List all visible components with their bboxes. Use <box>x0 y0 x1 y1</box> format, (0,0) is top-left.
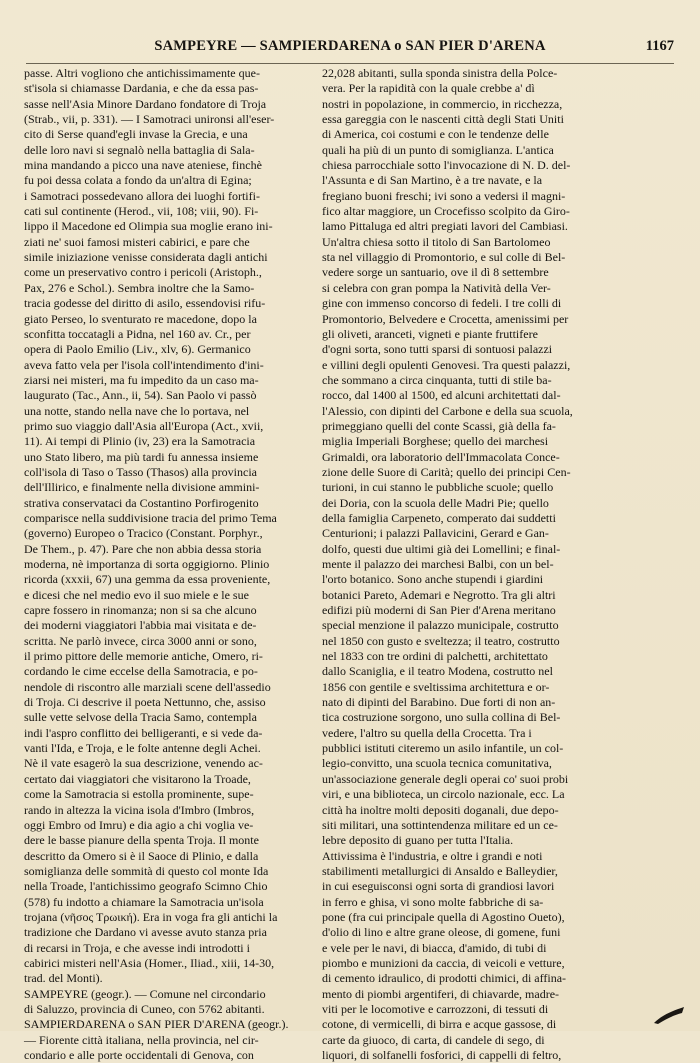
left-column-line: (578) fu indotto a chiamare la Samotracia un'isola <box>24 894 264 909</box>
left-column-line: cordando le cime eccelse della Samotracia, e po- <box>24 664 258 679</box>
right-column-line: dallo Scaniglia, e il teatro Modena, costrutto nel <box>322 664 553 679</box>
left-column-line: delle loro navi si segnalò nella battaglia di Sala- <box>24 142 255 157</box>
right-column-line: un'associazione generale degli operai co' suoi probi <box>322 771 569 786</box>
left-column-line: strativa conservataci da Costantino Porfirogenito <box>24 495 259 510</box>
left-column-line: Pax, 276 e Schol.). Sembra inoltre che la Samo- <box>24 280 255 295</box>
right-column-line: Un'altra chiesa sotto il titolo di San Bartolomeo <box>322 234 551 249</box>
page-header <box>26 38 674 60</box>
right-column-line: di America, coi costumi e con le tendenze delle <box>322 127 549 142</box>
right-column-line: liquori, di solfanelli fosforici, di cappelli di feltro, <box>322 1048 562 1062</box>
right-column-line: pone (fra cui principale quella di Agostino Oueto), <box>322 909 565 924</box>
right-column-line: miglia Imperiali Borghese; quello dei marchesi <box>322 434 549 449</box>
left-column-line: Nè il vate esagerò la sua descrizione, venendo ac- <box>24 756 263 771</box>
right-column-line: vera. Per la rapidità con la quale crebbe a' dì <box>322 81 535 96</box>
page-corner-mark <box>652 1005 686 1025</box>
right-column-line: lamo Pittaluga ed altri pregiati lavori del Cambiasi. <box>322 219 568 234</box>
left-column-line: di Saluzzo, provincia di Cuneo, con 5762 abitanti. <box>24 1001 265 1016</box>
right-column-line: d'olio di lino e altre grane oleose, di gomene, funi <box>322 925 561 940</box>
right-column-line: mento di piombi argentiferi, di chiavarde, madre- <box>322 986 560 1001</box>
right-column-line: in cui eseguisconsi ogni sorta di grandiosi lavori <box>322 879 555 894</box>
left-column-line: De Them., p. 47). Pare che non abbia dessa storia <box>24 541 262 556</box>
left-column-line: oggi Embro od Imru) e dia agio a chi voglia ve- <box>24 817 254 832</box>
right-column-line: e vele per le navi, di biacca, d'amido, di tubi di <box>322 940 547 955</box>
right-column-line: dolfo, questi due ultimi già dei Lomellini; e final- <box>322 541 561 556</box>
left-column-line: primo suo viaggio dall'Asia all'Europa (Act., xvii, <box>24 418 264 433</box>
right-column-line: primeggiano quelli del conte Scassi, già della fa- <box>322 418 556 433</box>
left-column-line: scritta. Ne parlò invece, circa 3000 anni or sono, <box>24 633 257 648</box>
right-column-line: 22,028 abitanti, sulla sponda sinistra della Polce- <box>322 66 558 80</box>
right-column-line: legio-convitto, una scuola tecnica comunitativa, <box>322 756 552 771</box>
right-column-line: nel 1850 con gusto e sveltezza; il teatro, costrutto <box>322 633 560 648</box>
right-column-line: della famiglia Carpeneto, comperato dai suddetti <box>322 510 556 525</box>
left-column-line: passe. Altri vogliono che antichissimamente que- <box>24 66 260 80</box>
left-column-line: tracia godesse del diritto di asilo, essendovisi rifu- <box>24 296 266 311</box>
left-column-line: sulle vette selvose della Tracia Samo, contempla <box>24 710 257 725</box>
right-column-line: fico altar maggiore, un Crocefisso scolpito da Giro- <box>322 204 570 219</box>
right-column-line: città ha inoltre molti depositi doganali, due depo- <box>322 802 559 817</box>
right-column-line: rocco, dal 1400 al 1500, ed alcuni architettati dal- <box>322 388 561 403</box>
right-column-line: stabilimenti metallurgici di Ansaldo e Balleydier, <box>322 863 558 878</box>
right-column-line: piombo e munizioni da caccia, di veicoli e vetture, <box>322 955 565 970</box>
left-column-line: SAMPIERDARENA o SAN PIER D'ARENA (geogr.). <box>24 1017 289 1032</box>
left-column-line: dere le basse pianure della spenta Troja. Il monte <box>24 833 259 848</box>
right-column-line: Promontorio, Belvedere e Crocetta, amenissimi per <box>322 311 569 326</box>
right-column-line: zione delle Suore di Carità; quello dei principi Cen- <box>322 464 571 479</box>
left-column-line: una notte, stando nella nave che lo portava, nel <box>24 403 250 418</box>
left-column-line: lippo il Macedone ed Olimpia sua moglie erano ini- <box>24 219 273 234</box>
left-column-line: di recarsi in Troja, e che avesse indi introdotti i <box>24 940 250 955</box>
right-column-line: chiesa parrocchiale sotto l'invocazione di N. D. del- <box>322 158 571 173</box>
left-column-line: condario e alle porte occidentali di Genova, con <box>24 1048 254 1062</box>
right-column-line: Centurioni; i palazzi Pallavicini, Gerard e Gan- <box>322 526 549 541</box>
right-column-line: in ferro e ghisa, vi sono molte fabbriche di sa- <box>322 894 544 909</box>
left-column-line: i Samotraci possedevano allora dei luoghi fortifi- <box>24 188 260 203</box>
left-column-line: dei moderni viaggiatori l'abbia mai visitata e de- <box>24 618 257 633</box>
left-column-line: (governo) Europeo o Tracico (Constant. Porphyr., <box>24 526 263 541</box>
right-column-line: sta nel villaggio di Promontorio, e sul colle di Bel- <box>322 250 566 265</box>
right-column-line: nato di dipinti del Barabino. Due forti di non an- <box>322 695 556 710</box>
left-column-line: rando in altezza la vicina isola d'Imbro (Imbros, <box>24 802 255 817</box>
page-number: 1167 <box>645 38 674 54</box>
right-column-line: mente il palazzo dei marchesi Balbi, con un bel- <box>322 557 554 571</box>
left-column-line: indi l'aspro conflitto dei belligeranti, e si vede da- <box>24 725 263 740</box>
left-column-line: di Troja. Ci descrive il poeta Nettunno, che, assiso <box>24 695 266 710</box>
right-column-line: tica costruzione sorgono, uno sulla collina di Bel- <box>322 710 561 725</box>
left-column-line: trad. del Monti). <box>24 971 103 986</box>
right-column-line: botanici Pareto, Ademari e Negrotto. Tra gli altri <box>322 587 556 602</box>
right-column-line: carte da giuoco, di carta, di candele di sego, di <box>322 1032 545 1047</box>
right-column-line: e villini degli opulenti Genovesi. Tra questi palazzi, <box>322 357 571 372</box>
left-column-line: descritto da Omero si è il Saoce di Plinio, e dalla <box>24 848 259 863</box>
left-column-line: cabirici misteri nell'Asia (Homer., Iliad., xiii, 14-30, <box>24 955 275 970</box>
left-column-line: trojana (νῆσος Τρωική). Era in voga fra gli antichi la <box>24 909 278 924</box>
right-column-line: special menzione il palazzo municipale, costrutto <box>322 618 559 633</box>
right-column-line: cotone, di vermicelli, di birra e acque gassose, di <box>322 1017 557 1032</box>
running-title: SAMPEYRE — SAMPIERDARENA o SAN PIER D'ARENA <box>154 38 546 54</box>
left-column-line: giato Perseo, lo sventurato re macedone, dopo la <box>24 311 257 326</box>
left-column-line: sconfitta toccatagli a Pidna, nel 160 av. Cr., per <box>24 326 251 341</box>
left-column-line: cati sul continente (Herod., vii, 108; viii, 90). Fi- <box>24 204 259 219</box>
right-column-line: di cemento idraulico, di prodotti chimici, di affina- <box>322 971 567 986</box>
left-column-line: dell'Illirico, e finalmente nella divisione ammini- <box>24 480 260 495</box>
right-column-line: quali ha più di un punto di somiglianza. L'antica <box>322 142 554 157</box>
left-column-line: nella Troade, l'antichissimo geografo Scimno Chio <box>24 879 268 894</box>
right-column-line: nel 1833 con tre ordini di palchetti, architettato <box>322 649 548 664</box>
right-column-line: l'Assunta e di San Martino, è a tre navate, e la <box>322 173 543 188</box>
right-column-line: l'Alessio, con dipinti del Carbone e della sua scuola, <box>322 403 573 418</box>
left-column-line: tradizione che Dardano vi avesse avuto stanza pria <box>24 925 267 940</box>
left-column-line: comparisce nella suddivisione tracia del primo Tema <box>24 510 277 525</box>
left-column-line: sasse nell'Asia Minore Dardano fondatore di Troja <box>24 96 267 111</box>
left-column-line: SAMPEYRE (geogr.). — Comune nel circondario <box>24 986 266 1001</box>
left-column-line: e dicesi che nel medio evo il suo miele e le sue <box>24 587 249 602</box>
left-column-line: coll'isola di Taso o Tasso (Thasos) alla provincia <box>24 464 257 479</box>
left-column-line: vanti l'Ida, e Troja, e le folte antenne degli Achei. <box>24 741 261 756</box>
right-column-line: l'orto botanico. Sono anche stupendi i giardini <box>322 572 544 587</box>
right-column-line: gli oliveti, aranceti, vigneti e piante fruttifere <box>322 326 538 341</box>
left-column-line: come un preservativo contro i pericoli (Aristoph., <box>24 265 262 280</box>
left-column-line: come la Samotracia si estolla prominente, supe- <box>24 787 254 802</box>
left-column-line: 11). Ai tempi di Plinio (iv, 23) era la Samotracia <box>24 434 256 449</box>
left-column-line: certato dai viaggiatori che visitarono la Troade, <box>24 771 251 786</box>
right-column-line: turioni, in cui stanno le pubbliche scuole; quello <box>322 480 554 495</box>
right-column-line: viri, e una biblioteca, un circolo nazionale, ecc. La <box>322 787 565 802</box>
left-column-line: ziarsi nei misteri, ma fu impedito da un caso ma- <box>24 372 259 387</box>
left-column-line: (Strab., vii, p. 331). — I Samotraci unironsi all'eser- <box>24 112 275 127</box>
left-column-line: opera di Paolo Emilio (Liv., xlv, 6). Germanico <box>24 342 251 357</box>
right-column-line: vedere, l'altro su quella della Crocetta. Tra i <box>322 725 532 740</box>
right-column-line: lebre deposito di guano per tutta l'Italia. <box>322 833 514 848</box>
right-column-line: Attivissima è l'industria, e oltre i grandi e noti <box>322 848 543 863</box>
right-column-line: viti per le locomotive e carrozzoni, di tessuti di <box>322 1001 549 1016</box>
left-column <box>24 66 324 1063</box>
left-column-line: il primo pittore delle memorie antiche, Omero, ri- <box>24 649 263 664</box>
right-column-line: nostri in popolazione, in commercio, in ricchezza, <box>322 96 563 111</box>
left-column-line: simile iniziazione venisse considerata dagli antichi <box>24 250 268 265</box>
header-rule <box>26 63 674 64</box>
right-column-line: Grimaldi, ora laboratorio dell'Immacolata Conce- <box>322 449 560 464</box>
right-column-line: essa gareggia con le nascenti città degli Stati Uniti <box>322 112 564 127</box>
left-column-line: laugurato (Tac., Ann., ii, 54). San Paolo vi passò <box>24 388 257 403</box>
left-column-line: somiglianza delle sommità di questo col monte Ida <box>24 863 269 878</box>
right-column-line: si celebra con gran pompa la Natività della Ver- <box>322 280 551 295</box>
right-column-line: vedere sorge un santuario, ove il dì 8 settembre <box>322 265 549 280</box>
right-column-line: gine con immenso concorso di fedeli. I tre colli di <box>322 296 562 311</box>
right-column-line: 1856 con gentile e sveltissima architettura e or- <box>322 679 550 694</box>
left-column-line: nendole di riscontro alle marziali scene dell'assedio <box>24 679 271 694</box>
left-column-line: st'isola si chiamasse Dardania, e che da essa pas- <box>24 81 259 96</box>
right-column <box>322 66 622 1063</box>
left-column-line: fu poi dessa colata a fondo da un'altra di Egina; <box>24 173 252 188</box>
right-column-line: che sommano a circa cinquanta, tutti di stile ba- <box>322 372 552 387</box>
left-column-line: moderna, nè importanza di sorta oggigiorno. Plinio <box>24 557 270 571</box>
right-column-line: pubblici istituti citeremo un asilo infantile, un col- <box>322 741 564 756</box>
right-column-line: d'ogni sorta, sono tutti sparsi di sontuosi palazzi <box>322 342 553 357</box>
left-column-line: ricorda (xxxii, 67) una gemma da essa proveniente, <box>24 572 271 587</box>
right-column-line: dei Doria, con la scuola delle Madri Pie; quello <box>322 495 549 510</box>
right-column-line: siti militari, una sottintendenza militare ed un ce- <box>322 817 558 832</box>
right-column-line: edifizi più moderni di San Pier d'Arena meritano <box>322 603 556 618</box>
left-column-line: uno Stato libero, ma più tardi fu annessa insieme <box>24 449 259 464</box>
left-column-line: aveva fatto vela per l'isola coll'intendimento d'ini- <box>24 357 264 372</box>
left-column-line: cito di Serse quand'egli invase la Grecia, e una <box>24 127 248 142</box>
left-column-line: — Fiorente città italiana, nella provincia, nel cir- <box>24 1032 259 1047</box>
left-column-line: capre fossero in rinomanza; non si sa che alcuno <box>24 603 257 618</box>
left-column-line: mina mandando a picco una nave ateniese, finchè <box>24 158 262 173</box>
right-column-line: fregiano buoni freschi; ivi sono a vedersi il magni- <box>322 188 566 203</box>
left-column-line: ziati ne' suoi famosi misteri cabirici, e pare che <box>24 234 250 249</box>
